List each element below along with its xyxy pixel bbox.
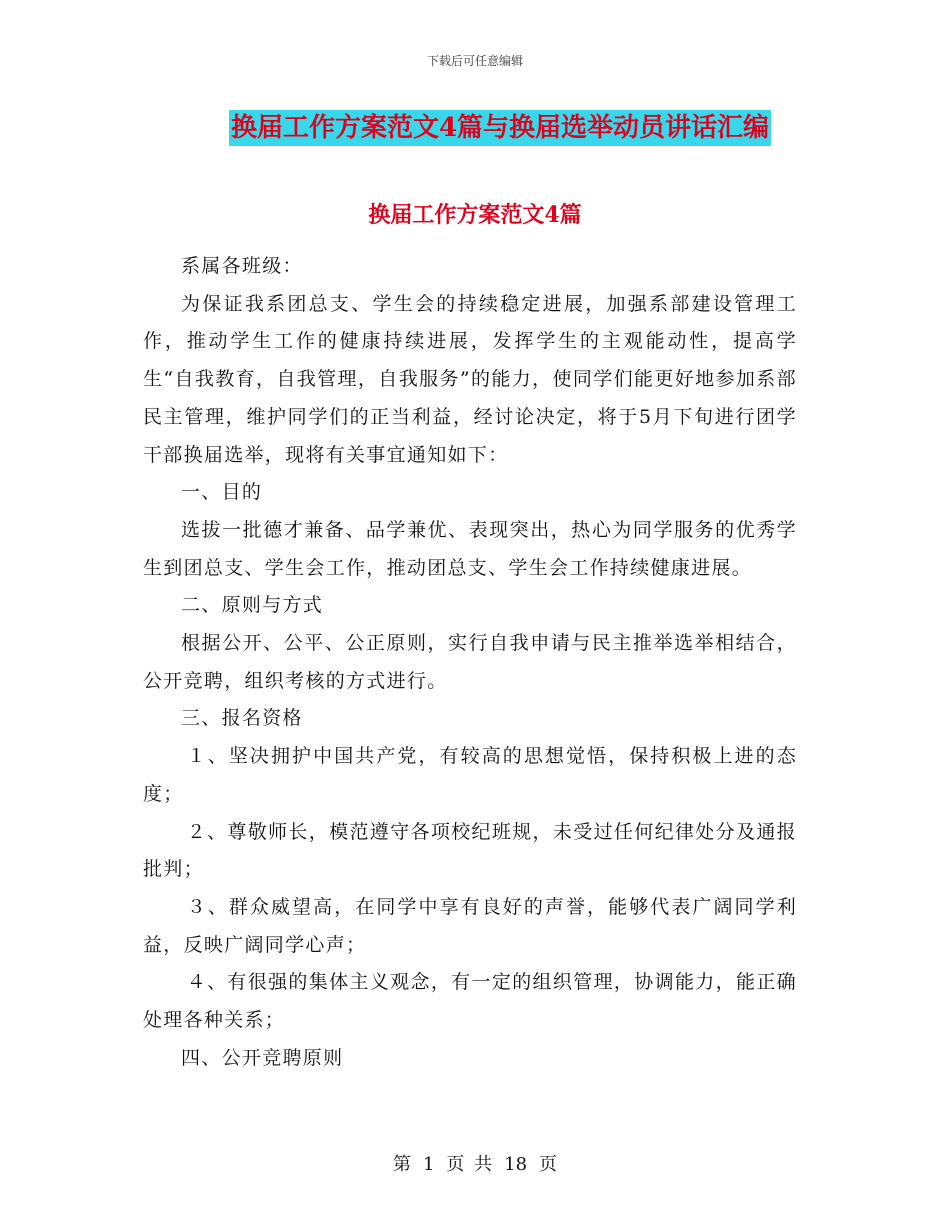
intro-paragraph: 为保证我系团总支、学生会的持续稳定进展，加强系部建设管理工作，推动学生工作的健康持续进展，发挥学生的主观能动性，提高学生“自我教育，自我管理，自我服务”的能力，使同学们能更好地参加系部民主管理，维护同学们的正当利益，经讨论决定，将于5月下旬进行团学干部换届选举，现将有关事宜通知如下：	[143, 292, 797, 466]
section-heading-principles: 二、原则与方式	[181, 594, 324, 617]
eligibility-item: １、坚决拥护中国共产党，有较高的思想觉悟，保持积极上进的态度；	[143, 745, 797, 805]
footer-total-pages: 18	[504, 1154, 528, 1175]
footer-middle: 页 共	[446, 1154, 493, 1175]
footer-prefix: 第	[392, 1154, 411, 1175]
header-note: 下载后可任意编辑	[426, 54, 523, 68]
section-heading-purpose: 一、目的	[181, 481, 263, 504]
footer-suffix: 页	[539, 1154, 558, 1175]
section-heading-recruitment: 四、公开竞聘原则	[181, 1046, 344, 1069]
section-heading-eligibility: 三、报名资格	[181, 707, 303, 730]
page-footer	[0, 1150, 950, 1176]
principles-paragraph: 根据公开、公平、公正原则，实行自我申请与民主推举选举相结合，公开竞聘，组织考核的方式进行。	[143, 632, 797, 692]
purpose-paragraph: 选拔一批德才兼备、品学兼优、表现突出，热心为同学服务的优秀学生到团总支、学生会工作，推动团总支、学生会工作持续健康进展。	[143, 518, 797, 579]
footer-page-number: 1	[422, 1154, 435, 1175]
salutation: 系属各班级：	[181, 255, 303, 277]
main-title-container	[0, 110, 950, 146]
document-body	[143, 248, 797, 1077]
sub-title: 换届工作方案范文4篇	[368, 202, 582, 228]
eligibility-item: ３、群众威望高，在同学中享有良好的声誉，能够代表广阔同学利益，反映广阔同学心声；	[143, 895, 797, 956]
eligibility-item: ２、尊敬师长，模范遵守各项校纪班规，未受过任何纪律处分及通报批判；	[143, 820, 797, 881]
eligibility-item: ４、有很强的集体主义观念，有一定的组织管理，协调能力，能正确处理各种关系；	[143, 971, 797, 1032]
main-title: 换届工作方案范文4篇与换届选举动员讲话汇编	[229, 110, 771, 146]
